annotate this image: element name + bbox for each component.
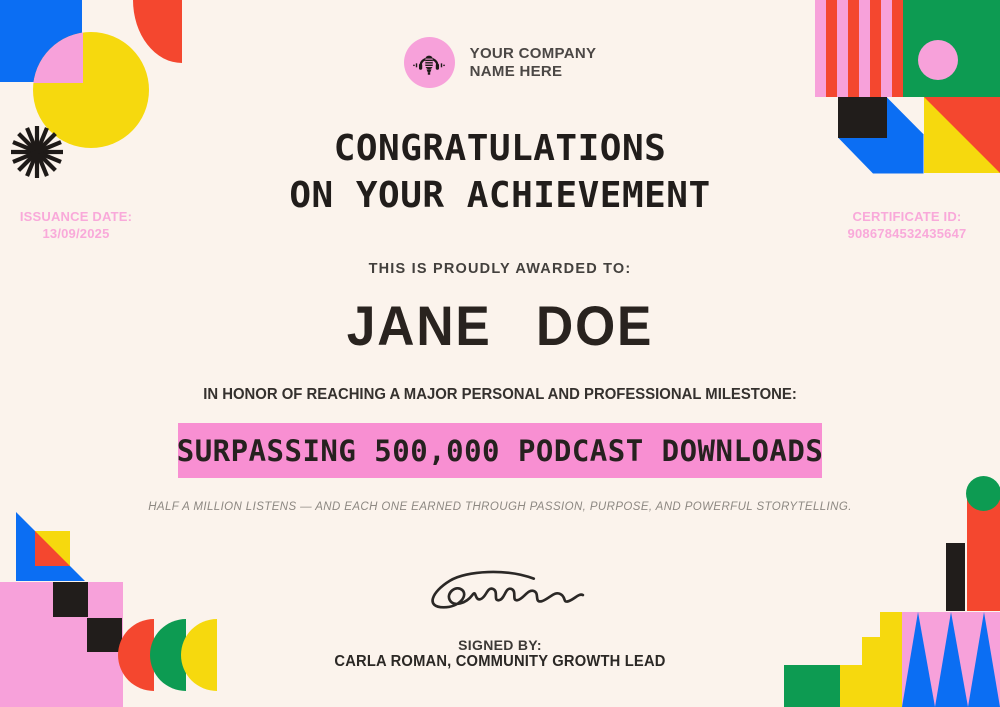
- headline-line2: ON YOUR ACHIEVEMENT: [289, 175, 711, 216]
- handwritten-signature: [413, 566, 587, 620]
- certificate-id-label: CERTIFICATE ID:: [852, 209, 962, 224]
- company-name-line1: YOUR COMPANY: [469, 44, 597, 62]
- certificate-id-value: 9086784532435647: [847, 226, 967, 241]
- decor-yellow-step-3: [840, 665, 862, 707]
- decor-black-step-square-1: [53, 582, 88, 617]
- honor-line: IN HONOR OF REACHING A MAJOR PERSONAL AND PROFESSIONAL MILESTONE:: [203, 386, 797, 403]
- decor-red-triangle-small: [35, 531, 70, 566]
- decor-green-square-bottom: [784, 665, 840, 707]
- signer-name: CARLA ROMAN, COMMUNITY GROWTH LEAD: [334, 653, 666, 670]
- decor-diagonal-square-small: [35, 531, 70, 566]
- company-name: [470, 45, 597, 81]
- podcast-microphone-icon: [411, 43, 447, 83]
- award-intro: THIS IS PROUDLY AWARDED TO:: [368, 261, 632, 277]
- logo-badge: [404, 37, 455, 88]
- recipient-name: JANE DOE: [346, 294, 654, 357]
- company-name-line2: NAME HERE: [469, 62, 563, 80]
- issuance-date: [0, 208, 152, 242]
- certificate-id: [806, 208, 1000, 242]
- milestone-highlight: [178, 423, 822, 478]
- decor-red-bar: [967, 497, 1000, 611]
- decor-black-bar: [946, 543, 965, 611]
- signed-by-label: SIGNED BY:: [458, 637, 542, 653]
- milestone-text: SURPASSING 500,000 PODCAST DOWNLOADS: [176, 433, 824, 468]
- issuance-date-label: ISSUANCE DATE:: [19, 209, 133, 224]
- issuance-date-value: 13/09/2025: [42, 226, 110, 241]
- headline-line1: CONGRATULATIONS: [333, 128, 667, 169]
- company-logo: [0, 37, 1000, 88]
- page-title: [0, 125, 1000, 219]
- award-tagline: HALF A MILLION LISTENS — AND EACH ONE EARNED THROUGH PASSION, PURPOSE, AND POWERFUL STORYTELLING.: [148, 501, 852, 513]
